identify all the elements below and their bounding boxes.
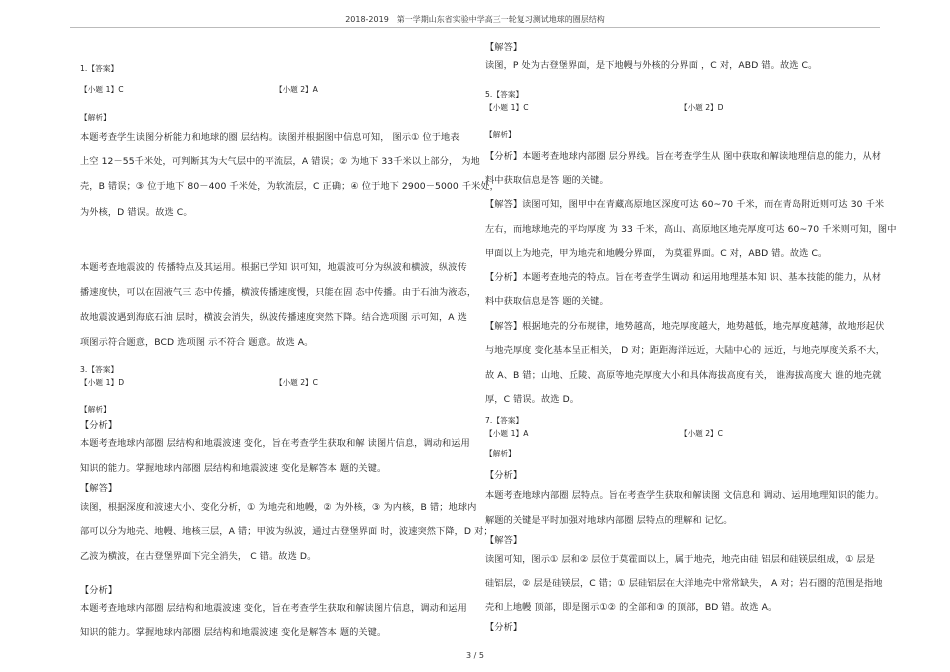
right-text-line: 料中获取信息是答 题的关键。 bbox=[485, 175, 609, 186]
right-text-line: 【分析】本题考查地壳的特点。旨在考查学生调动 和运用地理基本知 识、基本技能的能力，从材 bbox=[485, 272, 882, 283]
right-text-line: 与地壳厚度 变化基本呈正相关， D 对；距距海洋远近，大陆中心的 远近，与地壳厚度关系不大， bbox=[485, 345, 886, 356]
right-sub-answer: 【小题 2】D bbox=[680, 103, 724, 112]
left-text-line: 3.【答案】 bbox=[80, 365, 119, 374]
right-text-line: 【小题 1】A bbox=[485, 429, 529, 438]
left-text-line: 播速度快，可以在固液气三 态中传播，横波传播速度慢，只能在固 态中传播。由于石油为液态， bbox=[80, 287, 477, 298]
left-text-line: 本题考查学生读图分析能力和地球的圈 层结构。读图并根据图中信息可知， 图示① 位于地表 bbox=[80, 132, 460, 143]
left-sub-answer: 【小题 2】C bbox=[275, 378, 318, 387]
right-text-line: 左右，而地球地壳的平均厚度 为 33 千米，高山、高原地区地壳厚度可达 60~70 千米则可知，图中 bbox=[485, 224, 897, 235]
left-text-line: 【解析】 bbox=[80, 113, 111, 122]
right-text-line: 【分析】 bbox=[485, 470, 523, 481]
left-text-line: 【小题 1】D bbox=[80, 378, 125, 387]
left-text-line: 1.【答案】 bbox=[80, 64, 119, 73]
right-text-line: 【小题 1】C bbox=[485, 103, 529, 112]
right-text-line: 本题考查地球内部圈 层特点。旨在考查学生获取和解读图 文信息和 调动、运用地理知识的能力。 bbox=[485, 490, 885, 501]
right-text-line: 壳和上地幔 顶部，即是图示①② 的全部和③ 的顶部，BD 错。故选 A。 bbox=[485, 602, 778, 613]
left-text-line: 【解析】 bbox=[80, 405, 111, 414]
left-text-line: 本题考查地球内部圈 层结构和地震波速 变化，旨在考查学生获取和解 读图片信息，调动和运用 bbox=[80, 438, 470, 449]
right-text-line: 【解答】 bbox=[485, 42, 523, 53]
left-text-line: 壳，B 错误；③ 位于地下 80－400 千米处，为软流层，C 正确；④ 位于地下 2900－5000 千米处， bbox=[80, 181, 499, 192]
right-text-line: 硅铝层，② 层是硅镁层，C 错；① 层硅铝层在大洋地壳中常常缺失， A 对；岩石圈的范围是指地 bbox=[485, 578, 883, 589]
right-text-line: 【分析】 bbox=[485, 622, 523, 633]
header-divider bbox=[70, 27, 880, 28]
left-text-line: 乙波为横波，在古登堡界面下完全消失， C 错。故选 D。 bbox=[80, 551, 317, 562]
left-text-line: 【分析】 bbox=[80, 585, 118, 596]
page-number: 3 / 5 bbox=[466, 651, 484, 660]
right-text-line: 【解答】 bbox=[485, 535, 523, 546]
left-text-line: 项图示符合题意，BCD 选项图 示不符合 题意。故选 A。 bbox=[80, 337, 314, 348]
left-text-line: 本题考查地震波的 传播特点及其运用。根据已学知 识可知，地震波可分为纵波和横波，纵波传 bbox=[80, 262, 467, 273]
right-text-line: 5.【答案】 bbox=[485, 90, 524, 99]
right-text-line: 读图，P 处为古登堡界面，是下地幔与外核的分界面 ，C 对，ABD 错。故选 C。 bbox=[485, 60, 818, 71]
left-text-line: 故地震波遇到海底石油 层时，横波会消失，纵波传播速度突然下降。结合选项图 示可知，A 选 bbox=[80, 312, 467, 323]
right-text-line: 厚，C 错误。故选 D。 bbox=[485, 394, 580, 405]
right-text-line: 故 A、B 错；山地、丘陵、高原等地壳厚度大小和具体海拔高度有关， 谁海拔高度大 谁的地壳就 bbox=[485, 370, 882, 381]
left-text-line: 本题考查地球内部圈 层结构和地震波速 变化，旨在考查学生获取和解读图片信息，调动和运用 bbox=[80, 603, 467, 614]
left-text-line: 上空 12－55千米处，可判断其为大气层中的平流层，A 错误；② 为地下 33千米以上部分， 为地 bbox=[80, 156, 480, 167]
left-text-line: 知识的能力。掌握地球内部圈 层结构和地震波速 变化是解答本 题的关键。 bbox=[80, 463, 387, 474]
right-text-line: 【解析】 bbox=[485, 130, 516, 139]
left-sub-answer: 【小题 2】A bbox=[275, 85, 318, 94]
right-text-line: 【分析】本题考查地球内部圈 层分界线。旨在考查学生从 图中获取和解读地理信息的能力，从材 bbox=[485, 151, 882, 162]
right-text-line: 解题的关键是平时加强对地球内部圈 层特点的理解和 记忆。 bbox=[485, 515, 733, 526]
left-text-line: 部可以分为地壳、地幔、地核三层，A 错；甲波为纵波，通过古登堡界面 时，波速突然下降，D 对； bbox=[80, 526, 493, 537]
left-text-line: 【分析】 bbox=[80, 420, 118, 431]
right-text-line: 读图可知，图示① 层和② 层位于莫霍面以上，属于地壳，地壳由硅 铝层和硅镁层组成，① 层是 bbox=[485, 554, 876, 565]
right-text-line: 【解析】 bbox=[485, 449, 516, 458]
left-text-line: 知识的能力。掌握地球内部圈 层结构和地震波速 变化是解答本 题的关键。 bbox=[80, 627, 387, 638]
left-text-line: 读图，根据深度和波速大小、变化分析，① 为地壳和地幔，② 为外核，③ 为内核，B 错；地球内 bbox=[80, 502, 477, 513]
left-text-line: 为外核，D 错误。故选 C。 bbox=[80, 207, 193, 218]
left-text-line: 【解答】 bbox=[80, 483, 118, 494]
page-header: 2018-2019 第一学期山东省实验中学高三一轮复习测试地球的圈层结构 bbox=[345, 15, 605, 24]
right-text-line: 甲面以上为地壳，甲为地壳和地幔分界面， 为莫霍界面。C 对，ABD 错。故选 C。 bbox=[485, 248, 828, 259]
left-text-line: 【小题 1】C bbox=[80, 85, 124, 94]
right-text-line: 7.【答案】 bbox=[485, 416, 524, 425]
right-text-line: 【解答】根据地壳的分布规律，地势越高，地壳厚度越大，地势越低，地壳厚度越薄，故地形起伏 bbox=[485, 321, 885, 332]
right-sub-answer: 【小题 2】C bbox=[680, 429, 723, 438]
right-text-line: 料中获取信息是答 题的关键。 bbox=[485, 296, 609, 307]
right-text-line: 【解答】读图可知，图甲中在青藏高原地区深度可达 60~70 千米，而在青岛附近则可达 30 千米 bbox=[485, 199, 885, 210]
